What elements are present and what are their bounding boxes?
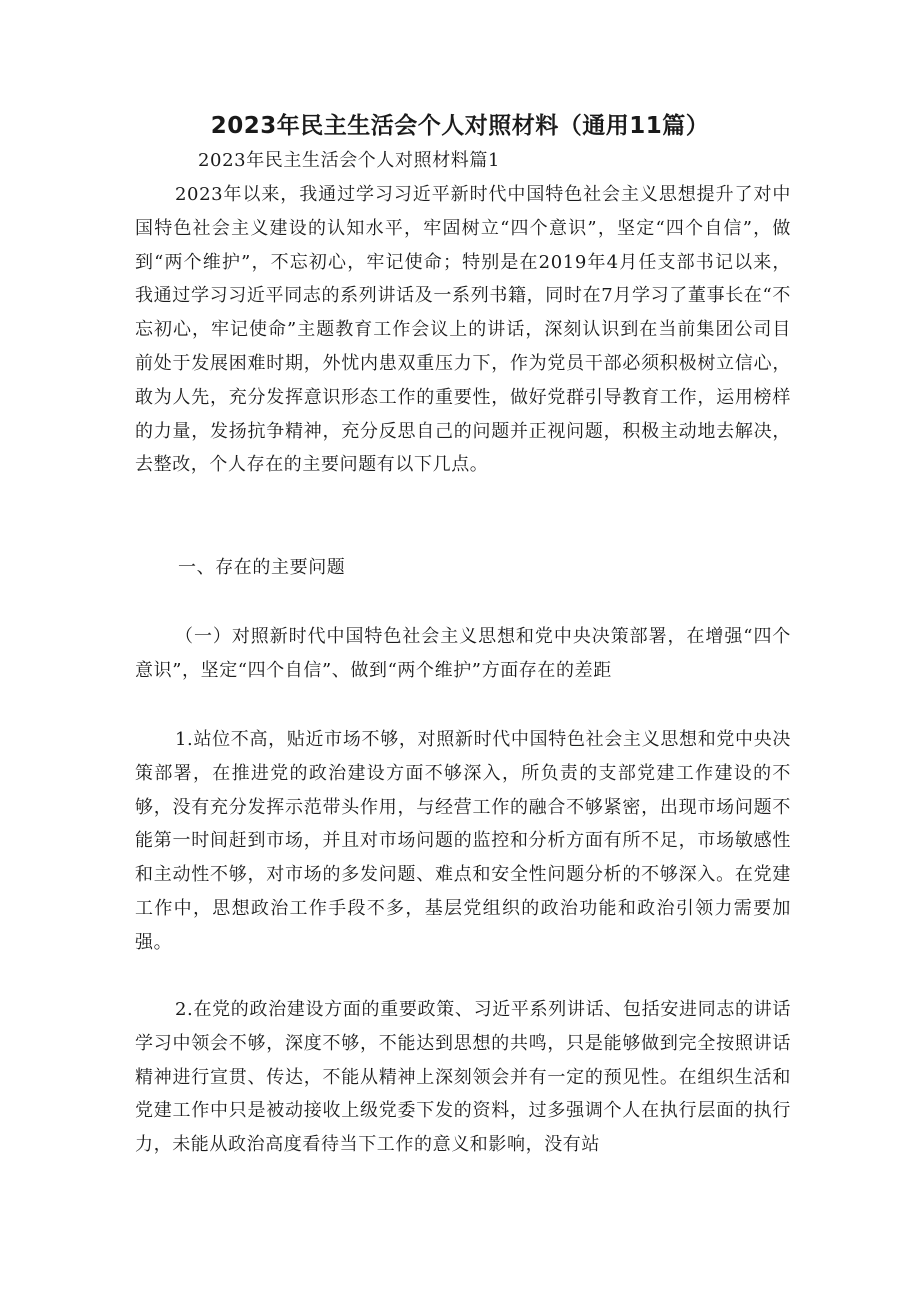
- item-1-paragraph: 1.站位不高，贴近市场不够，对照新时代中国特色社会主义思想和党中央决策部署，在推进党的政治建设方面不够深入，所负责的支部党建工作建设的不够，没有充分发挥示范带头作用，与经营工作的融合不够紧密，出现市场问题不能第一时间赶到市场，并且对市场问题的监控和分析方面有所不足，市场敏感性和主动性不够，对市场的多发问题、难点和安全性问题分析的不够深入。在党建工作中，思想政治工作手段不多，基层党组织的政治功能和政治引领力需要加强。: [135, 729, 791, 953]
- subsection-heading: （一）对照新时代中国特色社会主义思想和党中央决策部署，在增强“四个意识”，坚定“四个自信”、做到“两个维护”方面存在的差距: [135, 626, 791, 681]
- document-subtitle: 2023年民主生活会个人对照材料篇1: [198, 150, 501, 171]
- intro-paragraph: 2023年以来，我通过学习习近平新时代中国特色社会主义思想提升了对中国特色社会主义建设的认知水平，牢固树立“四个意识”，坚定“四个自信”，做到“两个维护”，不忘初心，牢记使命；特别是在2019年4月任支部书记以来，我通过学习习近平同志的系列讲话及一系列书籍，同时在7月学习了董事长在“不忘初心，牢记使命”主题教育工作会议上的讲话，深刻认识到在当前集团公司目前处于发展困难时期，外忧内患双重压力下，作为党员干部必须积极树立信心，敢为人先，充分发挥意识形态工作的重要性，做好党群引导教育工作，运用榜样的力量，发扬抗争精神，充分反思自己的问题并正视问题，积极主动地去解决，去整改，个人存在的主要问题有以下几点。: [135, 184, 791, 476]
- section-heading: 一、存在的主要问题: [178, 557, 346, 578]
- document-title: 2023年民主生活会个人对照材料（通用11篇）: [210, 113, 710, 139]
- item-2-paragraph: 2.在党的政治建设方面的重要政策、习近平系列讲话、包括安进同志的讲话学习中领会不够，深度不够，不能达到思想的共鸣，只是能够做到完全按照讲话精神进行宣贯、传达，不能从精神上深刻领会并有一定的预见性。在组织生活和党建工作中只是被动接收上级党委下发的资料，过多强调个人在执行层面的执行力，未能从政治高度看待当下工作的意义和影响，没有站: [135, 999, 791, 1156]
